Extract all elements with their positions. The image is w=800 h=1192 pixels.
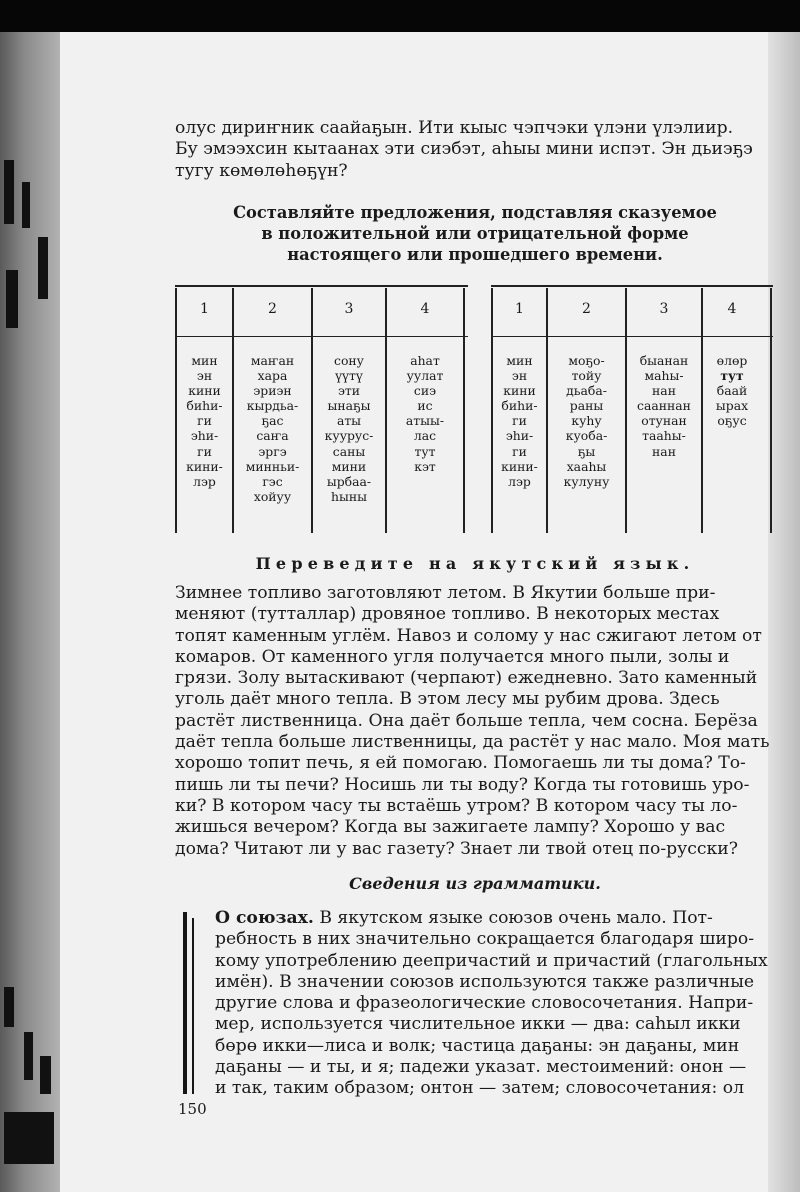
cell-word: уулат <box>406 368 444 384</box>
cell-word: эти <box>337 383 361 399</box>
cell-word: куурус- <box>324 428 374 444</box>
text-line: и так, таким образом; онтон — затем; словосочетания: ол <box>215 1078 745 1099</box>
table-rule <box>770 288 772 533</box>
cell-word: эргэ <box>258 443 287 459</box>
edge-mark <box>38 237 48 299</box>
cell-word: хойуу <box>253 488 292 504</box>
cell-word: эн <box>196 368 213 384</box>
cell-word: тут <box>414 443 436 459</box>
grammar-paragraph <box>215 908 768 1100</box>
cell-word: ги <box>197 443 212 459</box>
table-header: 1 <box>515 301 524 317</box>
margin-bar <box>183 912 187 1094</box>
cell-word: моҕо- <box>568 353 605 368</box>
text-span: В якутском языке союзов очень мало. Пот- <box>313 908 713 928</box>
text-line: жишься вечером? Когда вы зажигаете лампу? Хорошо у вас <box>175 817 726 838</box>
cell-word: тойу <box>571 368 602 384</box>
cell-word: хааһы <box>566 458 607 474</box>
text-line <box>215 908 768 929</box>
cell-word: ырах <box>715 398 749 414</box>
table-header: 3 <box>659 301 669 317</box>
text-line: кому употреблению деепричастий и причастий (глагольных <box>215 950 768 971</box>
grammar-lead: О союзах. <box>215 908 314 928</box>
cell-word: нан <box>652 383 676 399</box>
cell-word: тааһы- <box>642 428 686 444</box>
cell-word: быанан <box>639 353 689 368</box>
text-line: ки? В котором часу ты встаёшь утром? В котором часу ты ло- <box>175 795 738 816</box>
edge-mark <box>4 987 14 1027</box>
cell-word: үүтү <box>335 368 363 384</box>
table-rule <box>463 288 465 533</box>
intro-paragraph <box>175 118 753 182</box>
cell-word: биһи- <box>186 398 223 414</box>
text-line: растёт лиственница. Она даёт больше тепла, чем сосна. Берёза <box>175 710 758 731</box>
cell-word: саны <box>332 443 366 459</box>
cell-word: раны <box>569 398 604 414</box>
edge-mark <box>4 160 14 224</box>
cell-word: гэс <box>262 473 283 489</box>
cell-word: нан <box>652 443 676 459</box>
cell-word: сиэ <box>413 383 437 399</box>
section-heading-grammar: Сведения из грамматики. <box>349 874 601 893</box>
edge-mark <box>22 182 30 228</box>
table-header: 2 <box>268 301 277 317</box>
table-rule <box>491 336 773 337</box>
cell-word: кини- <box>186 458 223 474</box>
cell-word: куһу <box>571 413 602 429</box>
cell-word: тут <box>720 368 744 384</box>
scanner-top-border <box>0 0 800 32</box>
heading-line: настоящего или прошедшего времени. <box>287 244 663 264</box>
text-line: топят каменным углём. Навоз и солому у нас сжигают летом от <box>175 625 762 646</box>
text-line: даёт тепла больше лиственницы, да растёт у нас мало. Моя мать <box>175 732 770 753</box>
edge-mark <box>6 270 18 328</box>
text-line: даҕаны — и ты, и я; падежи указат. местоимений: онон — <box>215 1057 747 1078</box>
cell-word: мин <box>506 353 533 368</box>
margin-bar <box>192 918 194 1094</box>
text-line: имён). В значении союзов используются также различные <box>215 971 755 992</box>
text-line: пишь ли ты печи? Носишь ли ты воду? Когда ты готовишь уро- <box>175 774 750 795</box>
heading-line: Составляйте предложения, подставляя сказуемое <box>233 203 717 222</box>
cell-word: кулуну <box>563 473 610 489</box>
text-line: хорошо топит печь, я ей помогаю. Помогаешь ли ты дома? То- <box>175 753 746 774</box>
cell-word: эһи- <box>190 428 219 444</box>
cell-word: эһи- <box>505 428 534 444</box>
edge-mark <box>4 1112 54 1164</box>
cell-word: лэр <box>193 473 216 489</box>
edge-mark <box>24 1032 33 1080</box>
cell-word: мини <box>331 458 367 474</box>
text-line: другие слова и фразеологические словосочетания. Напри- <box>215 993 754 1014</box>
cell-word: аты <box>336 413 362 429</box>
scan-left-margin <box>0 32 62 1192</box>
table-header: 2 <box>582 301 591 317</box>
cell-word: өлөр <box>716 353 748 368</box>
cell-word: саҥа <box>256 428 289 444</box>
cell-word: атыы- <box>405 413 445 429</box>
cell-word: дьаба- <box>566 383 607 399</box>
cell-word: аһат <box>410 353 440 368</box>
text-line: мер, используется числительное икки — два: саһыл икки <box>215 1014 741 1035</box>
cell-word: отунан <box>641 413 687 429</box>
table-cell-objects <box>313 353 385 504</box>
cell-word: ҕы <box>577 443 596 459</box>
table-cell-instruments <box>627 353 701 459</box>
cell-word: оҕус <box>717 413 747 429</box>
cell-word: кэт <box>414 458 436 474</box>
table-header: 1 <box>200 301 209 317</box>
table-header: 4 <box>727 301 737 317</box>
cell-word: кини- <box>501 458 538 474</box>
cell-word: эриэн <box>253 383 292 399</box>
cell-word: ис <box>417 398 433 414</box>
cell-word: баай <box>716 383 748 399</box>
text-line: олус дириҥник саайаҕын. Ити кыыс чэпчэки үлэни үлэлиир. <box>175 118 734 138</box>
cell-word: лэр <box>508 473 531 489</box>
table-cell-verbs <box>703 353 761 428</box>
table-header: 4 <box>420 301 430 317</box>
cell-word: кини <box>503 383 536 399</box>
text-line: меняют (тутталлар) дровяное топливо. В некоторых местах <box>175 604 720 625</box>
edge-mark <box>40 1056 51 1094</box>
table-cell-adjectives <box>234 353 311 504</box>
cell-word: ырбаа- <box>326 473 372 489</box>
table-cell-pronouns <box>493 353 546 489</box>
cell-word: һыны <box>331 488 367 504</box>
cell-word: лас <box>413 428 437 444</box>
text-line: комаров. От каменного угля получается много пыли, золы и <box>175 646 730 667</box>
cell-word: ги <box>197 413 212 429</box>
cell-word: ги <box>512 413 527 429</box>
text-line: бөрө икки—лиса и волк; частица даҕаны: эн даҕаны, мин <box>215 1035 740 1056</box>
text-line: дома? Читают ли у вас газету? Знает ли твой отец по-русски? <box>175 838 738 859</box>
cell-word: маһы- <box>644 368 684 384</box>
text-line: тугу көмөлөһөҕүн? <box>175 160 348 181</box>
table-header: 3 <box>344 301 354 317</box>
cell-word: мин <box>191 353 218 368</box>
page-number: 150 <box>178 1100 207 1118</box>
cell-word: кини <box>188 383 221 399</box>
table-cell-pronouns <box>177 353 232 489</box>
cell-word: биһи- <box>501 398 538 414</box>
translation-paragraph <box>175 583 769 860</box>
cell-word: ги <box>512 443 527 459</box>
task-heading-translate: Переведите на якутский язык. <box>255 554 695 573</box>
cell-word: минньи- <box>245 458 300 474</box>
table-rule <box>491 285 773 287</box>
cell-word: маҥан <box>250 353 295 368</box>
cell-word: сааннан <box>637 398 691 414</box>
table-rule <box>175 285 468 287</box>
cell-word: хара <box>257 368 288 384</box>
text-line: уголь даёт много тепла. В этом лесу мы рубим дрова. Здесь <box>175 689 720 710</box>
table-rule <box>175 336 468 337</box>
cell-word: ынаҕы <box>327 398 371 414</box>
text-line: Бу эмээхсин кытаанах эти сиэбэт, аһыы мини испэт. Эн дьиэҕэ <box>175 139 753 160</box>
text-line: Зимнее топливо заготовляют летом. В Якутии больше при- <box>175 583 716 603</box>
cell-word: сону <box>334 353 364 368</box>
text-line: грязи. Золу вытаскивают (черпают) ежедневно. Зато каменный <box>175 668 758 689</box>
text-line: ребность в них значительно сокращается благодаря широ- <box>215 929 755 950</box>
heading-line: в положительной или отрицательной форме <box>261 223 689 243</box>
cell-word: куоба- <box>565 428 608 444</box>
cell-word: кырдьа- <box>246 398 299 414</box>
cell-word: эн <box>511 368 528 384</box>
table-cell-verbs <box>387 353 463 474</box>
task-heading-compose <box>175 203 775 265</box>
table-cell-nouns <box>548 353 625 489</box>
cell-word: ҕас <box>261 413 284 429</box>
